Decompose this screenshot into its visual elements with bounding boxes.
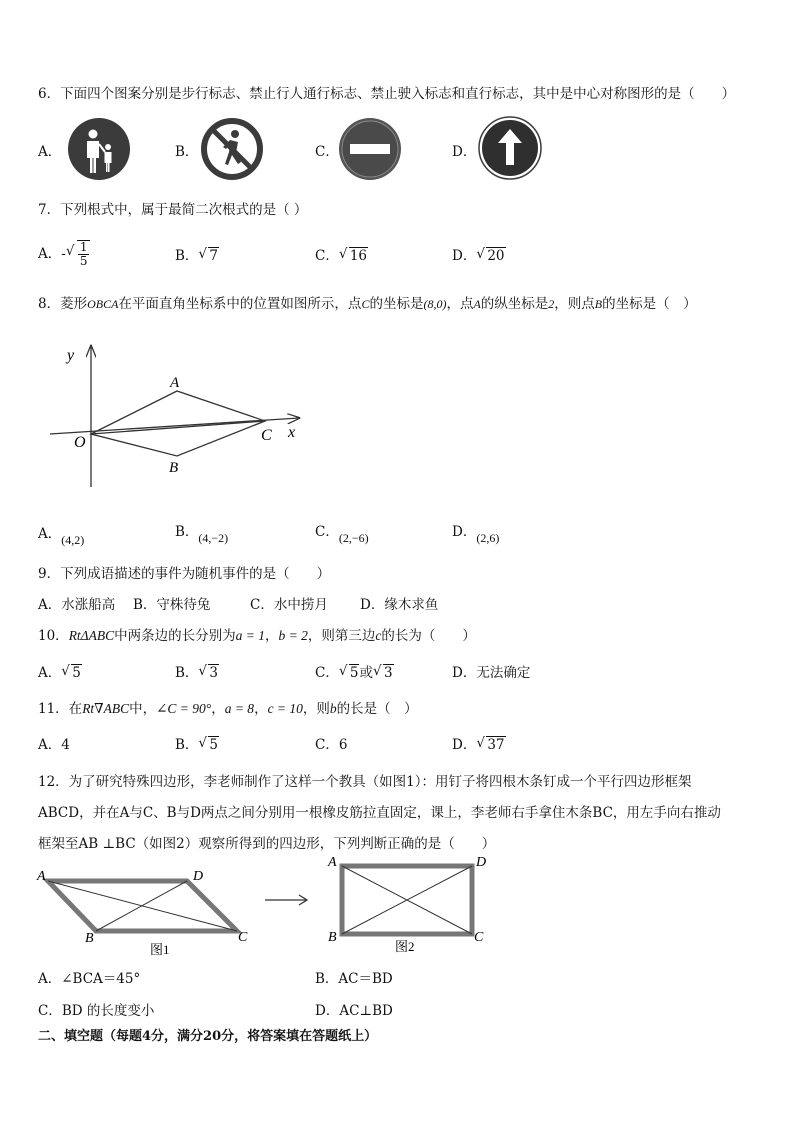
- question-11-text: 11．在Rt∇ABC中，∠C = 90°，a = 8，c = 10，则b的长是（ ）: [38, 701, 418, 717]
- q6-option-a-label: A．: [38, 144, 62, 160]
- q9-option-c: C．水中捞月: [250, 597, 328, 613]
- svg-text:A: A: [37, 869, 46, 884]
- svg-text:A: A: [328, 855, 337, 870]
- y-axis-label: y: [67, 347, 75, 364]
- origin-label: O: [74, 434, 86, 451]
- q9-option-b: B．守株待兔: [133, 597, 211, 613]
- y-of-a: 2: [548, 297, 555, 311]
- q7-option-a: [38, 240, 90, 268]
- q7-option-a-label: A．: [38, 246, 62, 262]
- q12-option-d: D．AC⊥BD: [315, 1003, 393, 1019]
- point-b-label: B: [169, 460, 179, 476]
- q12-figure-1: [35, 862, 260, 958]
- rhombus-name: OBCA: [87, 297, 119, 311]
- q9-option-a: A．水涨船高: [38, 597, 116, 613]
- svg-text:B: B: [85, 931, 94, 946]
- svg-text:C: C: [474, 930, 484, 945]
- q6-option-b-label: B．: [175, 144, 199, 160]
- q8-option-b: B．(4,−2): [175, 524, 229, 545]
- svg-text:D: D: [193, 869, 204, 884]
- question-7-text: 7．下列根式中，属于最简二次根式的是（ ）: [38, 202, 308, 218]
- q11-option-d: D． √ 37: [452, 735, 505, 753]
- question-8-text: 8．菱形OBCA在平面直角坐标系中的位置如图所示，点C的坐标是(8,0)，点A的纵坐标是2，则点B的坐标是（ ）: [38, 296, 697, 312]
- q7-b-radicand: 7: [209, 248, 219, 264]
- q11-option-c: C．6: [315, 737, 348, 753]
- section-2-heading: 二、填空题（每题4分，满分20分，将答案填在答题纸上）: [38, 1029, 378, 1044]
- question-12-line-2: ABCD，并在A与C、B与D两点之间分别用一根橡皮筋拉直固定，课上，李老师右手拿住木条BC，用左手向右推动: [38, 805, 721, 821]
- x-axis-label: x: [288, 424, 296, 441]
- q7-option-a-sign: -: [61, 246, 66, 262]
- figure-1-caption: 图1: [150, 942, 170, 957]
- no-pedestrian-sign-icon: [200, 117, 264, 181]
- svg-text:C: C: [238, 930, 248, 945]
- svg-text:D: D: [476, 855, 487, 870]
- q8-option-d: D．(2,6): [452, 524, 500, 545]
- q10-option-c: C． √ 5或 √ 3: [315, 663, 393, 681]
- q8-rhombus-figure: [45, 342, 315, 492]
- straight-ahead-sign-icon: [478, 116, 542, 180]
- q12-option-c: C．BD 的长度变小: [38, 1003, 155, 1019]
- q9-option-d: D．缘木求鱼: [360, 597, 439, 613]
- q7-option-a-radical: √ $\frac{1}{5}$: [66, 240, 91, 268]
- q11-option-a: A．4: [38, 737, 70, 753]
- q12-option-b: B．AC＝BD: [315, 971, 393, 987]
- no-entry-sign-icon: [338, 117, 402, 181]
- q7-d-radicand: 20: [487, 248, 505, 264]
- q8-option-c: C．(2,−6): [315, 524, 369, 545]
- q7-a-numerator: 1: [79, 240, 88, 254]
- point-a-label: A: [170, 375, 180, 391]
- q7-option-c: C． √ 16: [315, 246, 368, 264]
- q10-option-a: A． √ 5: [38, 663, 81, 681]
- coord-c: (8,0): [423, 297, 447, 311]
- svg-text:B: B: [328, 930, 337, 945]
- q10-option-b: B． √ 3: [175, 663, 219, 681]
- q7-option-c-label: C．: [315, 248, 339, 264]
- q7-option-d: D． √ 20: [452, 246, 505, 264]
- figure-2-caption: 图2: [395, 939, 415, 954]
- q7-option-b-label: B．: [175, 248, 199, 264]
- question-12-line-3: 框架至AB ⊥BC（如图2）观察所得到的四边形，下列判断正确的是（ ）: [38, 836, 496, 852]
- question-9-text: 9．下列成语描述的事件为随机事件的是（ ）: [38, 566, 331, 582]
- question-6-text: 6．下面四个图案分别是步行标志、禁止行人通行标志、禁止驶入标志和直行标志，其中是中心对称图形的是（ ）: [38, 86, 736, 102]
- triangle-name: RtΔABC: [68, 628, 115, 643]
- q10-option-d: D．无法确定: [452, 665, 531, 681]
- rubber-band-bd: [96, 881, 187, 931]
- pedestrian-walk-sign-icon: [67, 117, 131, 181]
- q8-option-a: A．(4,2): [38, 526, 85, 547]
- q6-option-c-label: C．: [315, 144, 339, 160]
- q12-option-a: A．∠BCA＝45°: [38, 971, 141, 987]
- q12-figure-2: [325, 852, 495, 958]
- q11-option-b: B． √ 5: [175, 735, 219, 753]
- question-12-line-1: 12．为了研究特殊四边形，李老师制作了这样一个教具（如图1）：用钉子将四根木条钉成一个平行四边形框架: [38, 774, 692, 790]
- question-10-text: 10．RtΔABC中两条边的长分别为a = 1，b = 2，则第三边c的长为（ ）: [38, 628, 476, 644]
- q6-option-d-label: D．: [452, 144, 477, 160]
- q7-a-denominator: 5: [79, 254, 88, 268]
- right-arrow-icon: [262, 890, 312, 910]
- q7-option-d-label: D．: [452, 248, 477, 264]
- q7-option-b: B． √ 7: [175, 246, 219, 264]
- q7-c-radicand: 16: [349, 248, 368, 264]
- point-c-label: C: [261, 427, 272, 444]
